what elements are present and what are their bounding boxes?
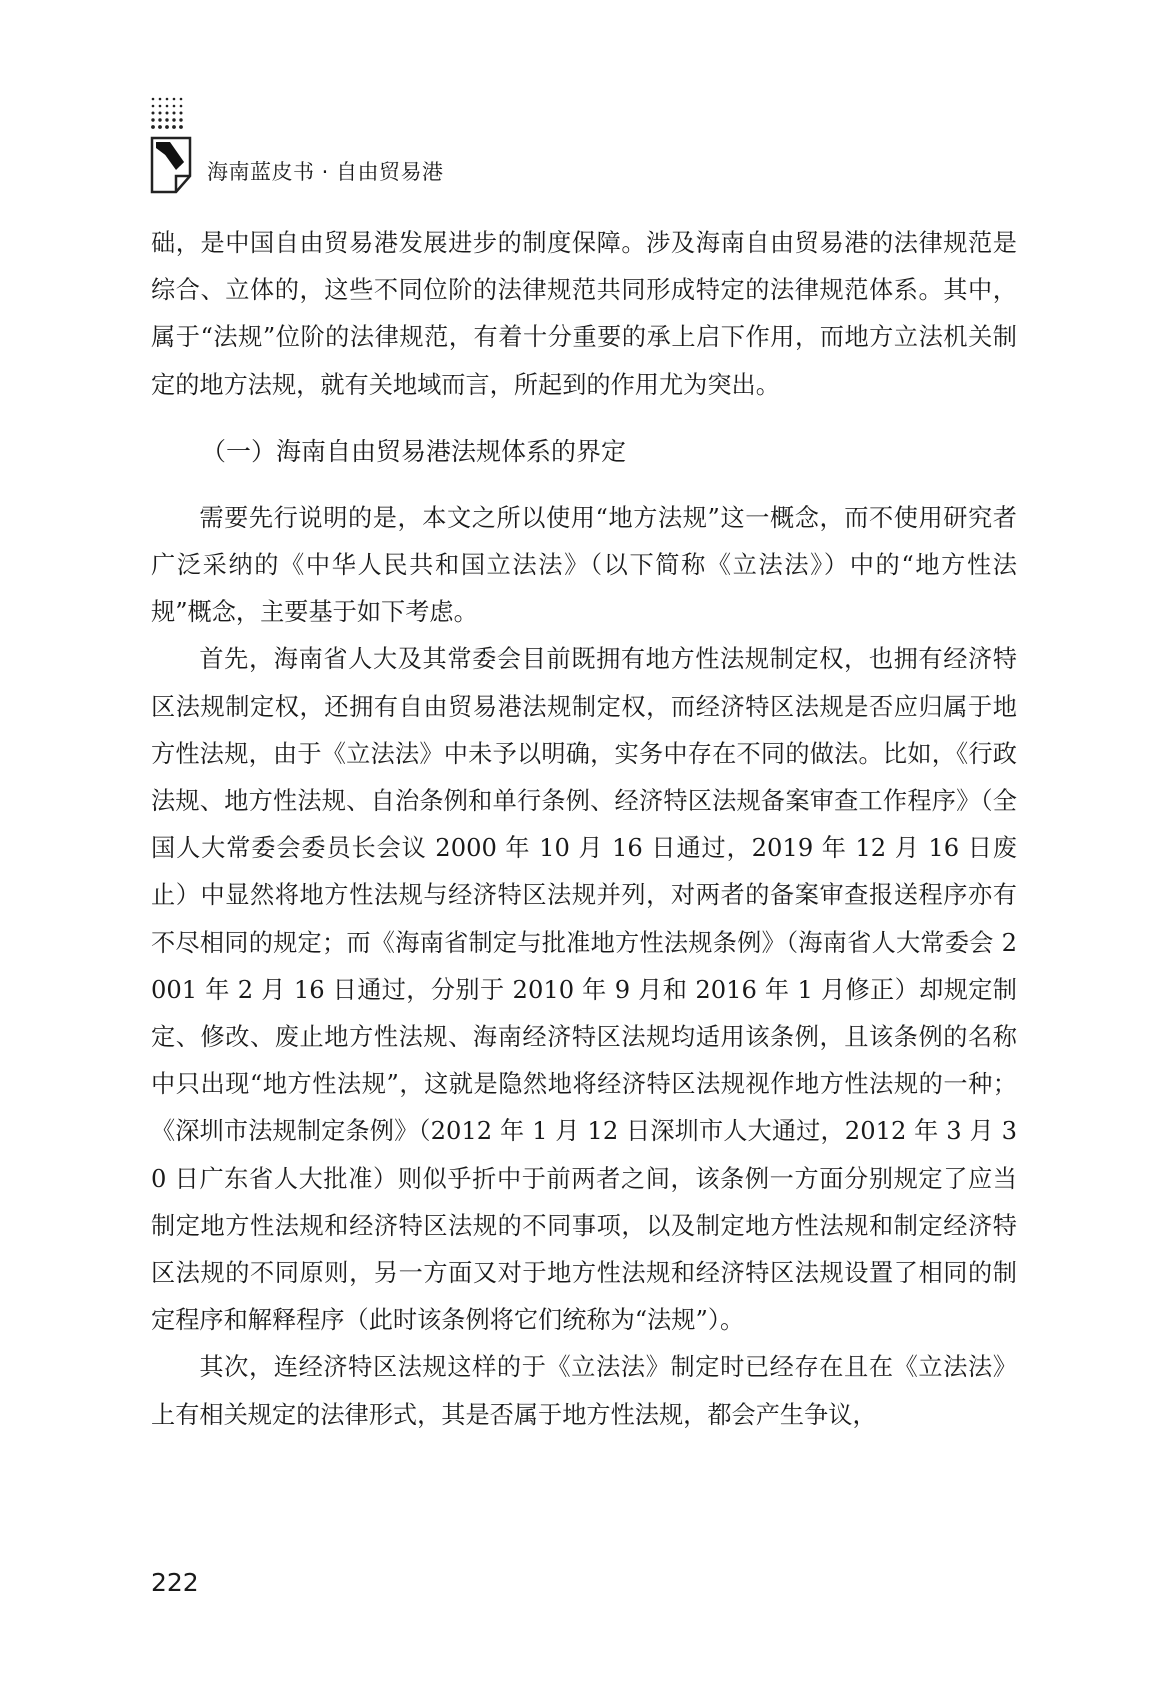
paragraph-3: 首先，海南省人大及其常委会目前既拥有地方性法规制定权，也拥有经济特区法规制定权，还拥有自由贸易港法规制定权，而经济特区法规是否应归属于地方性法规，由于《立法法》中未予以明确，实务中存在不同的做法。比如，《行政法规、地方性法规、自治条例和单行条例、经济特区法规备案审查工作程序》（全国人大常委会委员长会议 2000 年 10 月 16 日通过，2019 年 12 月 16 日废止）中显然将地方性法规与经济特区法规并列，对两者的备案审查报送程序亦有不尽相同的规定；而《海南省制定与批准地方性法规条例》（海南省人大常委会 2001 年 2 月 16 日通过，分别于 2010 年 9 月和 2016 年 1 月修正）却规定制定、修改、废止地方性法规、海南经济特区法规均适用该条例，且该条例的名称中只出现“地方性法规”，这就是隐然地将经济特区法规视作地方性法规的一种；《深圳市法规制定条例》（2012 年 1 月 12 日深圳市人大通过，2012 年 3 月 30 日广东省人大批准）则似乎折中于前两者之间，该条例一方面分别规定了应当制定地方性法规和经济特区法规的不同事项，以及制定地方性法规和制定经济特区法规的不同原则，另一方面又对于地方性法规和经济特区法规设置了相同的制定程序和解释程序（此时该条例将它们统称为“法规”）。 — [151, 645, 1017, 1335]
dot-grid-icon — [150, 96, 190, 134]
book-corner-icon — [150, 136, 192, 194]
page-number: 222 — [151, 1568, 199, 1597]
body-text — [151, 220, 1017, 1439]
paragraph-1: 础，是中国自由贸易港发展进步的制度保障。涉及海南自由贸易港的法律规范是综合、立体的，这些不同位阶的法律规范共同形成特定的法律规范体系。其中，属于“法规”位阶的法律规范，有着十分重要的承上启下作用，而地方立法机关制定的地方法规，就有关地域而言，所起到的作用尤为突出。 — [151, 229, 1017, 399]
paragraph-4: 其次，连经济特区法规这样的于《立法法》制定时已经存在且在《立法法》上有相关规定的法律形式，其是否属于地方性法规，都会产生争议， — [151, 1353, 1017, 1429]
paragraph-2: 需要先行说明的是，本文之所以使用“地方法规”这一概念，而不使用研究者广泛采纳的《中华人民共和国立法法》（以下简称《立法法》）中的“地方性法规”概念，主要基于如下考虑。 — [151, 503, 1017, 627]
running-head-title: 海南蓝皮书 · 自由贸易港 — [207, 160, 444, 184]
section-heading: （一）海南自由贸易港法规体系的界定 — [201, 436, 627, 466]
